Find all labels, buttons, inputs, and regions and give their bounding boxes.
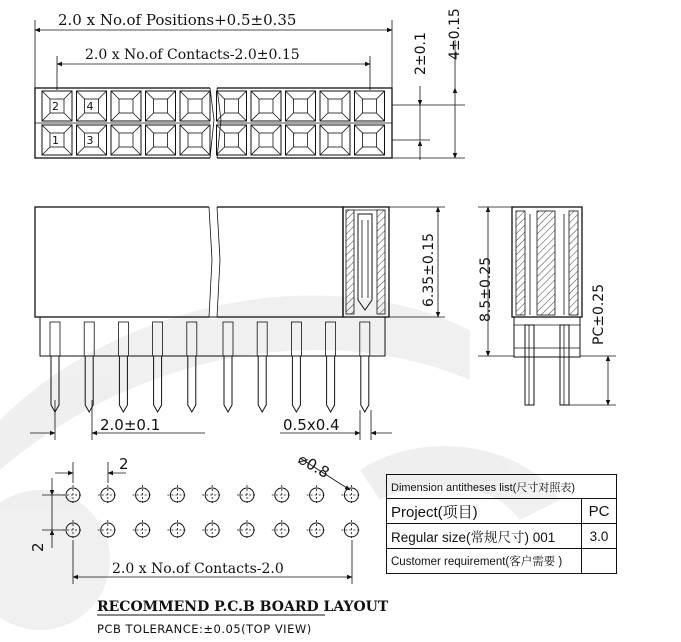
regular-size-label: Regular size(常规尺寸) 001 <box>387 524 582 549</box>
contact-cell <box>111 125 141 155</box>
dimension-table <box>386 474 617 574</box>
contact-cell <box>111 91 141 121</box>
contact-cell <box>77 125 107 155</box>
contact-cell <box>251 125 281 155</box>
pcb-hole <box>341 520 361 540</box>
project-value: PC <box>582 499 617 524</box>
pcb-hole <box>341 485 361 505</box>
contact-cell <box>146 91 176 121</box>
pcb-hole <box>133 520 153 540</box>
table-header: Dimension antitheses list(尺寸对照表) <box>387 475 617 499</box>
contact-cell <box>320 125 350 155</box>
pin-number-label: 2 <box>52 100 59 113</box>
pcb-hole <box>167 485 187 505</box>
contact-cell <box>286 91 316 121</box>
contact-cell <box>42 91 72 121</box>
contact-cell <box>146 125 176 155</box>
project-label: Project(项目) <box>387 499 582 524</box>
positions-dimension-label: 2.0 x No.of Positions+0.5±0.35 <box>58 11 297 29</box>
pcb-tolerance-note: PCB TOLERANCE:±0.05(TOP VIEW) <box>97 622 312 636</box>
regular-size-value: 3.0 <box>582 524 617 549</box>
contact-cell <box>217 91 247 121</box>
pcb-hole <box>272 485 292 505</box>
pcb-hole <box>237 485 257 505</box>
pin-pitch-label: 2.0±0.1 <box>100 416 161 434</box>
pcb-hole <box>307 485 327 505</box>
pcb-hole <box>133 485 153 505</box>
customer-requirement-value <box>582 549 617 574</box>
top-view <box>35 8 465 160</box>
pcb-title: RECOMMEND P.C.B BOARD LAYOUT <box>97 599 389 615</box>
row-pitch-label: 2±0.1 <box>413 32 429 75</box>
contacts-dimension-label: 2.0 x No.of Contacts-2.0±0.15 <box>85 47 300 63</box>
pcb-hole <box>237 520 257 540</box>
contact-cell <box>180 125 210 155</box>
pcb-hole <box>202 520 222 540</box>
insulator-height-label: 6.35±0.15 <box>421 232 437 307</box>
contact-cell <box>217 125 247 155</box>
total-height-label: 8.5±0.25 <box>478 256 494 322</box>
pcb-hole <box>167 520 187 540</box>
contact-cell <box>180 91 210 121</box>
contact-cell <box>42 125 72 155</box>
pcb-hole <box>202 485 222 505</box>
pin-number-label: 3 <box>86 134 94 147</box>
pin-size-label: 0.5x0.4 <box>283 416 340 434</box>
contact-cell <box>355 91 385 121</box>
hole-diameter-label: ⌀0.8 <box>295 449 333 482</box>
contact-cell <box>320 91 350 121</box>
pcb-contacts-dimension-label: 2.0 x No.of Contacts-2.0 <box>112 561 284 577</box>
contact-cell <box>251 91 281 121</box>
pin-number-label: 1 <box>52 134 59 147</box>
pcb-hole <box>98 485 118 505</box>
customer-requirement-label: Customer requirement(客户需要 ) <box>387 549 582 574</box>
pcb-pitch-label: 2 <box>119 455 129 473</box>
height-total-label: 4±0.15 <box>447 8 463 60</box>
pcb-hole <box>307 520 327 540</box>
pc-length-label: PC±0.25 <box>591 283 607 345</box>
side-view <box>478 207 616 405</box>
pcb-row-pitch-label: 2 <box>29 542 47 552</box>
contact-cell <box>77 91 107 121</box>
contact-cell <box>286 125 316 155</box>
pcb-hole <box>272 520 292 540</box>
contact-cell <box>355 125 385 155</box>
pin-number-label: 4 <box>86 100 94 113</box>
